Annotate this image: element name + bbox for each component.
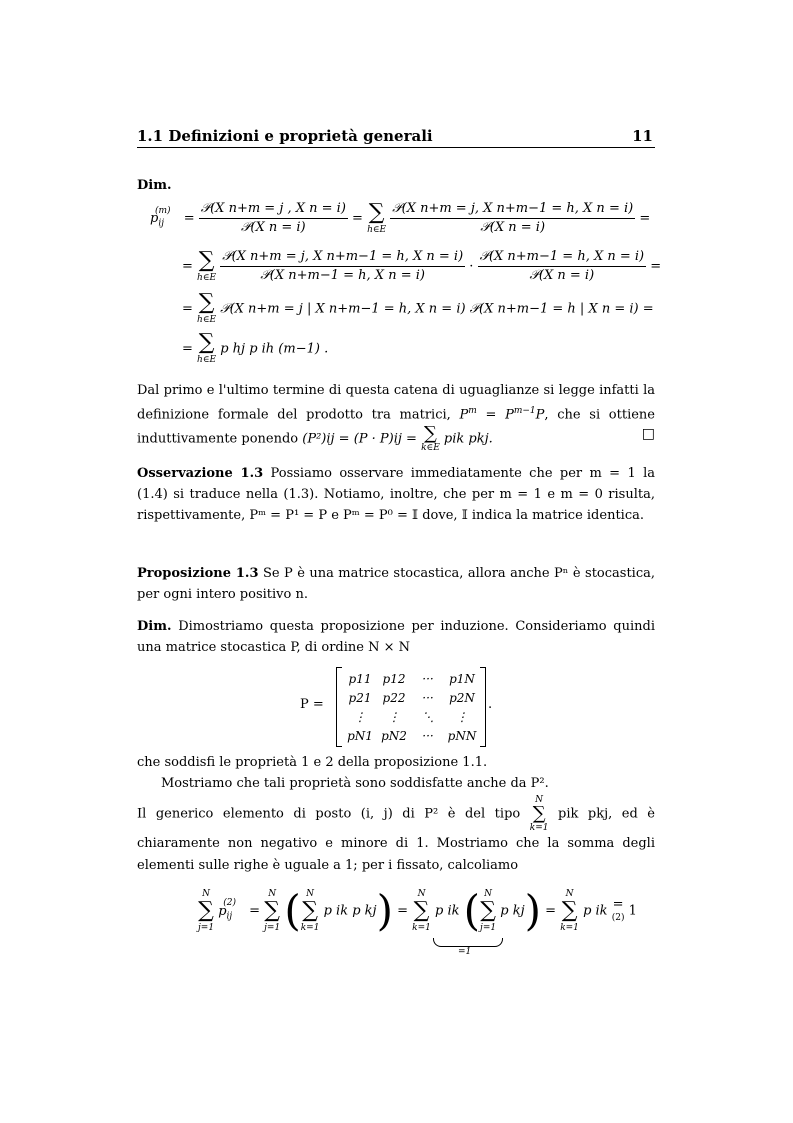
matrix-row: p21 p22 ··· p2N	[348, 690, 475, 705]
proof-2-after-matrix: che soddisfi le proprietà 1 e 2 della proposizione 1.1. Mostriamo che tali proprietà sono soddisfatte anche da P².	[137, 755, 549, 791]
matrix-row: ⋮ ⋮ ⋱ ⋮	[354, 709, 468, 724]
fraction-1: $\frac{\text{𝒫(X n+m = j , X n = i)}}{\text{𝒫(X n = i)}}$	[200, 201, 346, 235]
matrix-lhs: P =	[300, 697, 324, 712]
matrix-period: .	[488, 697, 493, 712]
underbrace	[433, 938, 503, 947]
final-equation: N ∑ j=1 $p_{ij}^{(2)}$ = N ∑ j=1 ( N ∑ k=1 p ik p kj) = N ∑ k=1 p ik ( N ∑ j=1 p kj) = N ∑ k=1 p ik = (2) 1	[198, 886, 637, 935]
observation-1-3	[137, 463, 655, 526]
observation-label: Osservazione 1.3	[137, 466, 264, 481]
fraction-2: $\frac{\text{𝒫(X n+m = j, X n+m−1 = h, X n = i)}}{\text{𝒫(X n = i)}}$	[392, 201, 634, 235]
equation-line-2: = ∑ h∈E $\frac{\text{𝒫(X n+m = j, X n+m−1 = h, X n = i)}}{\text{𝒫(X n+m−1 = h, X n = i)}}$ · $\frac{\text{𝒫(X n+m−1 = h, X n = i)}}{\text{𝒫(X n = i)}}$ =	[182, 247, 662, 283]
running-header	[137, 127, 655, 148]
matrix-row: pN1 pN2 ··· pNN	[347, 728, 477, 743]
equation-line-3: = ∑ h∈E 𝒫(X n+m = j | X n+m−1 = h, X n = i) 𝒫(X n+m−1 = h | X n = i) =	[182, 290, 654, 325]
qed-symbol: □	[641, 426, 655, 442]
proposition-1-3	[137, 563, 655, 605]
proof-2-generic-element: Il generico elemento di posto (i, j) di P² è del tipo N ∑ k=1 pik pkj, ed è chiaramente non negativo e minore di 1. Mostriamo che la somma degli elementi sulle righe è uguale a 1; per i fissato, calcoliamo	[137, 795, 656, 873]
proposition-text: Se P è una matrice stocastica, allora anche Pⁿ è stocastica, per ogni intero positivo n.	[137, 566, 655, 602]
paragraph-matrix-product: Dal primo e l'ultimo termine di questa catena di uguaglianze si legge infatti la definizione formale del prodotto tra matrici, $P^m = P^{m-1}P$, che si ottiene induttivamente ponendo (P²)ij = (P · P)ij = ∑ k∈E pik pkj. □	[137, 383, 655, 454]
proposition-label: Proposizione 1.3	[137, 566, 259, 581]
page-number: 11	[632, 127, 653, 145]
stochastic-matrix	[336, 667, 486, 747]
underbrace-label: =1	[458, 947, 472, 957]
equation-line-4: = ∑ h∈E p hj p ih (m−1) .	[182, 330, 329, 365]
matrix-row: p11 p12 ··· p1N	[348, 671, 475, 686]
equation-line-1: $p_{ij}^{(m)}$ = $\frac{\text{𝒫(X n+m = j , X n = i)}}{\text{𝒫(X n = i)}}$ = ∑ h∈E $\frac{\text{𝒫(X n+m = j, X n+m−1 = h, X n = i)}}{\text{𝒫(X n = i)}}$ =	[150, 199, 651, 235]
proof-label: Dim.	[137, 178, 172, 193]
proof-2-intro: Dim. Dimostriamo questa proposizione per induzione. Consideriamo quindi una matrice stocastica P, di ordine N × N	[137, 619, 655, 655]
sum-symbol: ∑ h∈E	[367, 199, 387, 235]
proof-2-label: Dim.	[137, 619, 172, 634]
section-title: 1.1 Definizioni e proprietà generali	[137, 127, 433, 145]
observation-text: Possiamo osservare immediatamente che per m = 1 la (1.4) si traduce nella (1.3). Notiamo, inoltre, che per m = 1 e m = 0 risulta, rispettivamente, Pᵐ = P¹ = P e Pᵐ = P⁰ = 𝕀 dove, 𝕀 indica la matrice identica.	[137, 466, 655, 523]
